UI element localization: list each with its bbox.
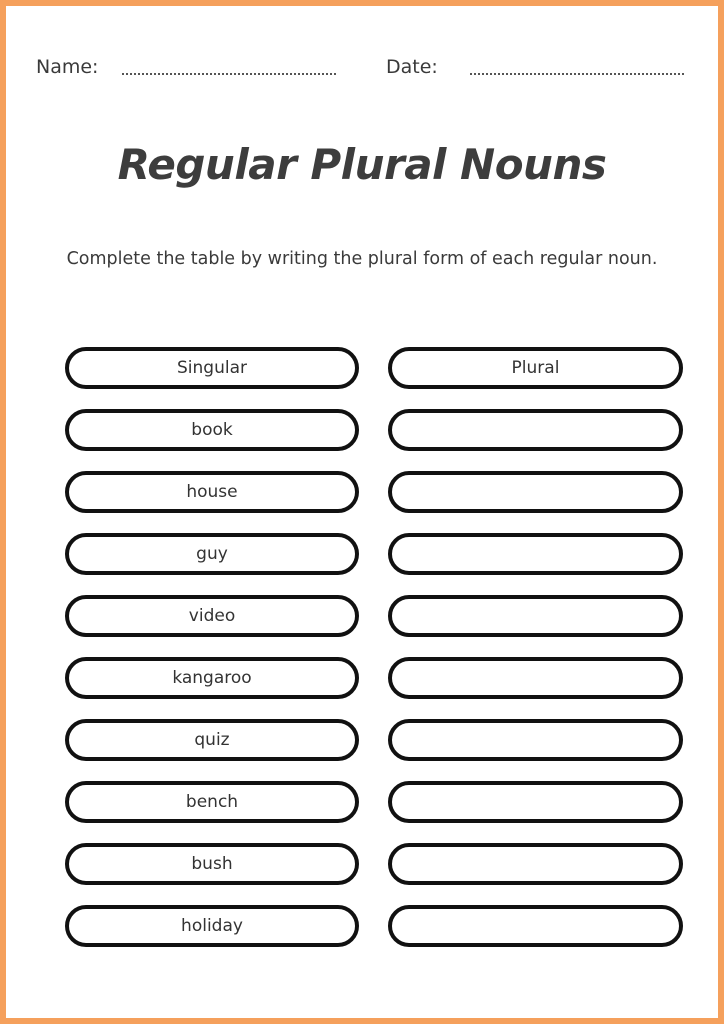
- date-label: Date:: [386, 56, 438, 78]
- plural-answer-cell[interactable]: [388, 595, 683, 637]
- singular-cell: holiday: [65, 905, 359, 947]
- singular-header: Singular: [65, 347, 359, 389]
- singular-cell: kangaroo: [65, 657, 359, 699]
- singular-cell: quiz: [65, 719, 359, 761]
- plural-answer-cell[interactable]: [388, 719, 683, 761]
- plural-answer-cell[interactable]: [388, 533, 683, 575]
- instructions-text: Complete the table by writing the plural form of each regular noun.: [66, 249, 658, 269]
- plural-answer-cell[interactable]: [388, 781, 683, 823]
- name-field[interactable]: [122, 73, 336, 75]
- plural-header: Plural: [388, 347, 683, 389]
- singular-cell: guy: [65, 533, 359, 575]
- date-field[interactable]: [470, 73, 684, 75]
- singular-cell: bench: [65, 781, 359, 823]
- singular-cell: bush: [65, 843, 359, 885]
- singular-cell: video: [65, 595, 359, 637]
- plural-answer-cell[interactable]: [388, 843, 683, 885]
- singular-cell: book: [65, 409, 359, 451]
- name-label: Name:: [36, 56, 99, 78]
- plural-answer-cell[interactable]: [388, 409, 683, 451]
- plural-answer-cell[interactable]: [388, 657, 683, 699]
- plural-answer-cell[interactable]: [388, 471, 683, 513]
- worksheet-title: Regular Plural Nouns: [117, 140, 607, 189]
- singular-cell: house: [65, 471, 359, 513]
- plural-answer-cell[interactable]: [388, 905, 683, 947]
